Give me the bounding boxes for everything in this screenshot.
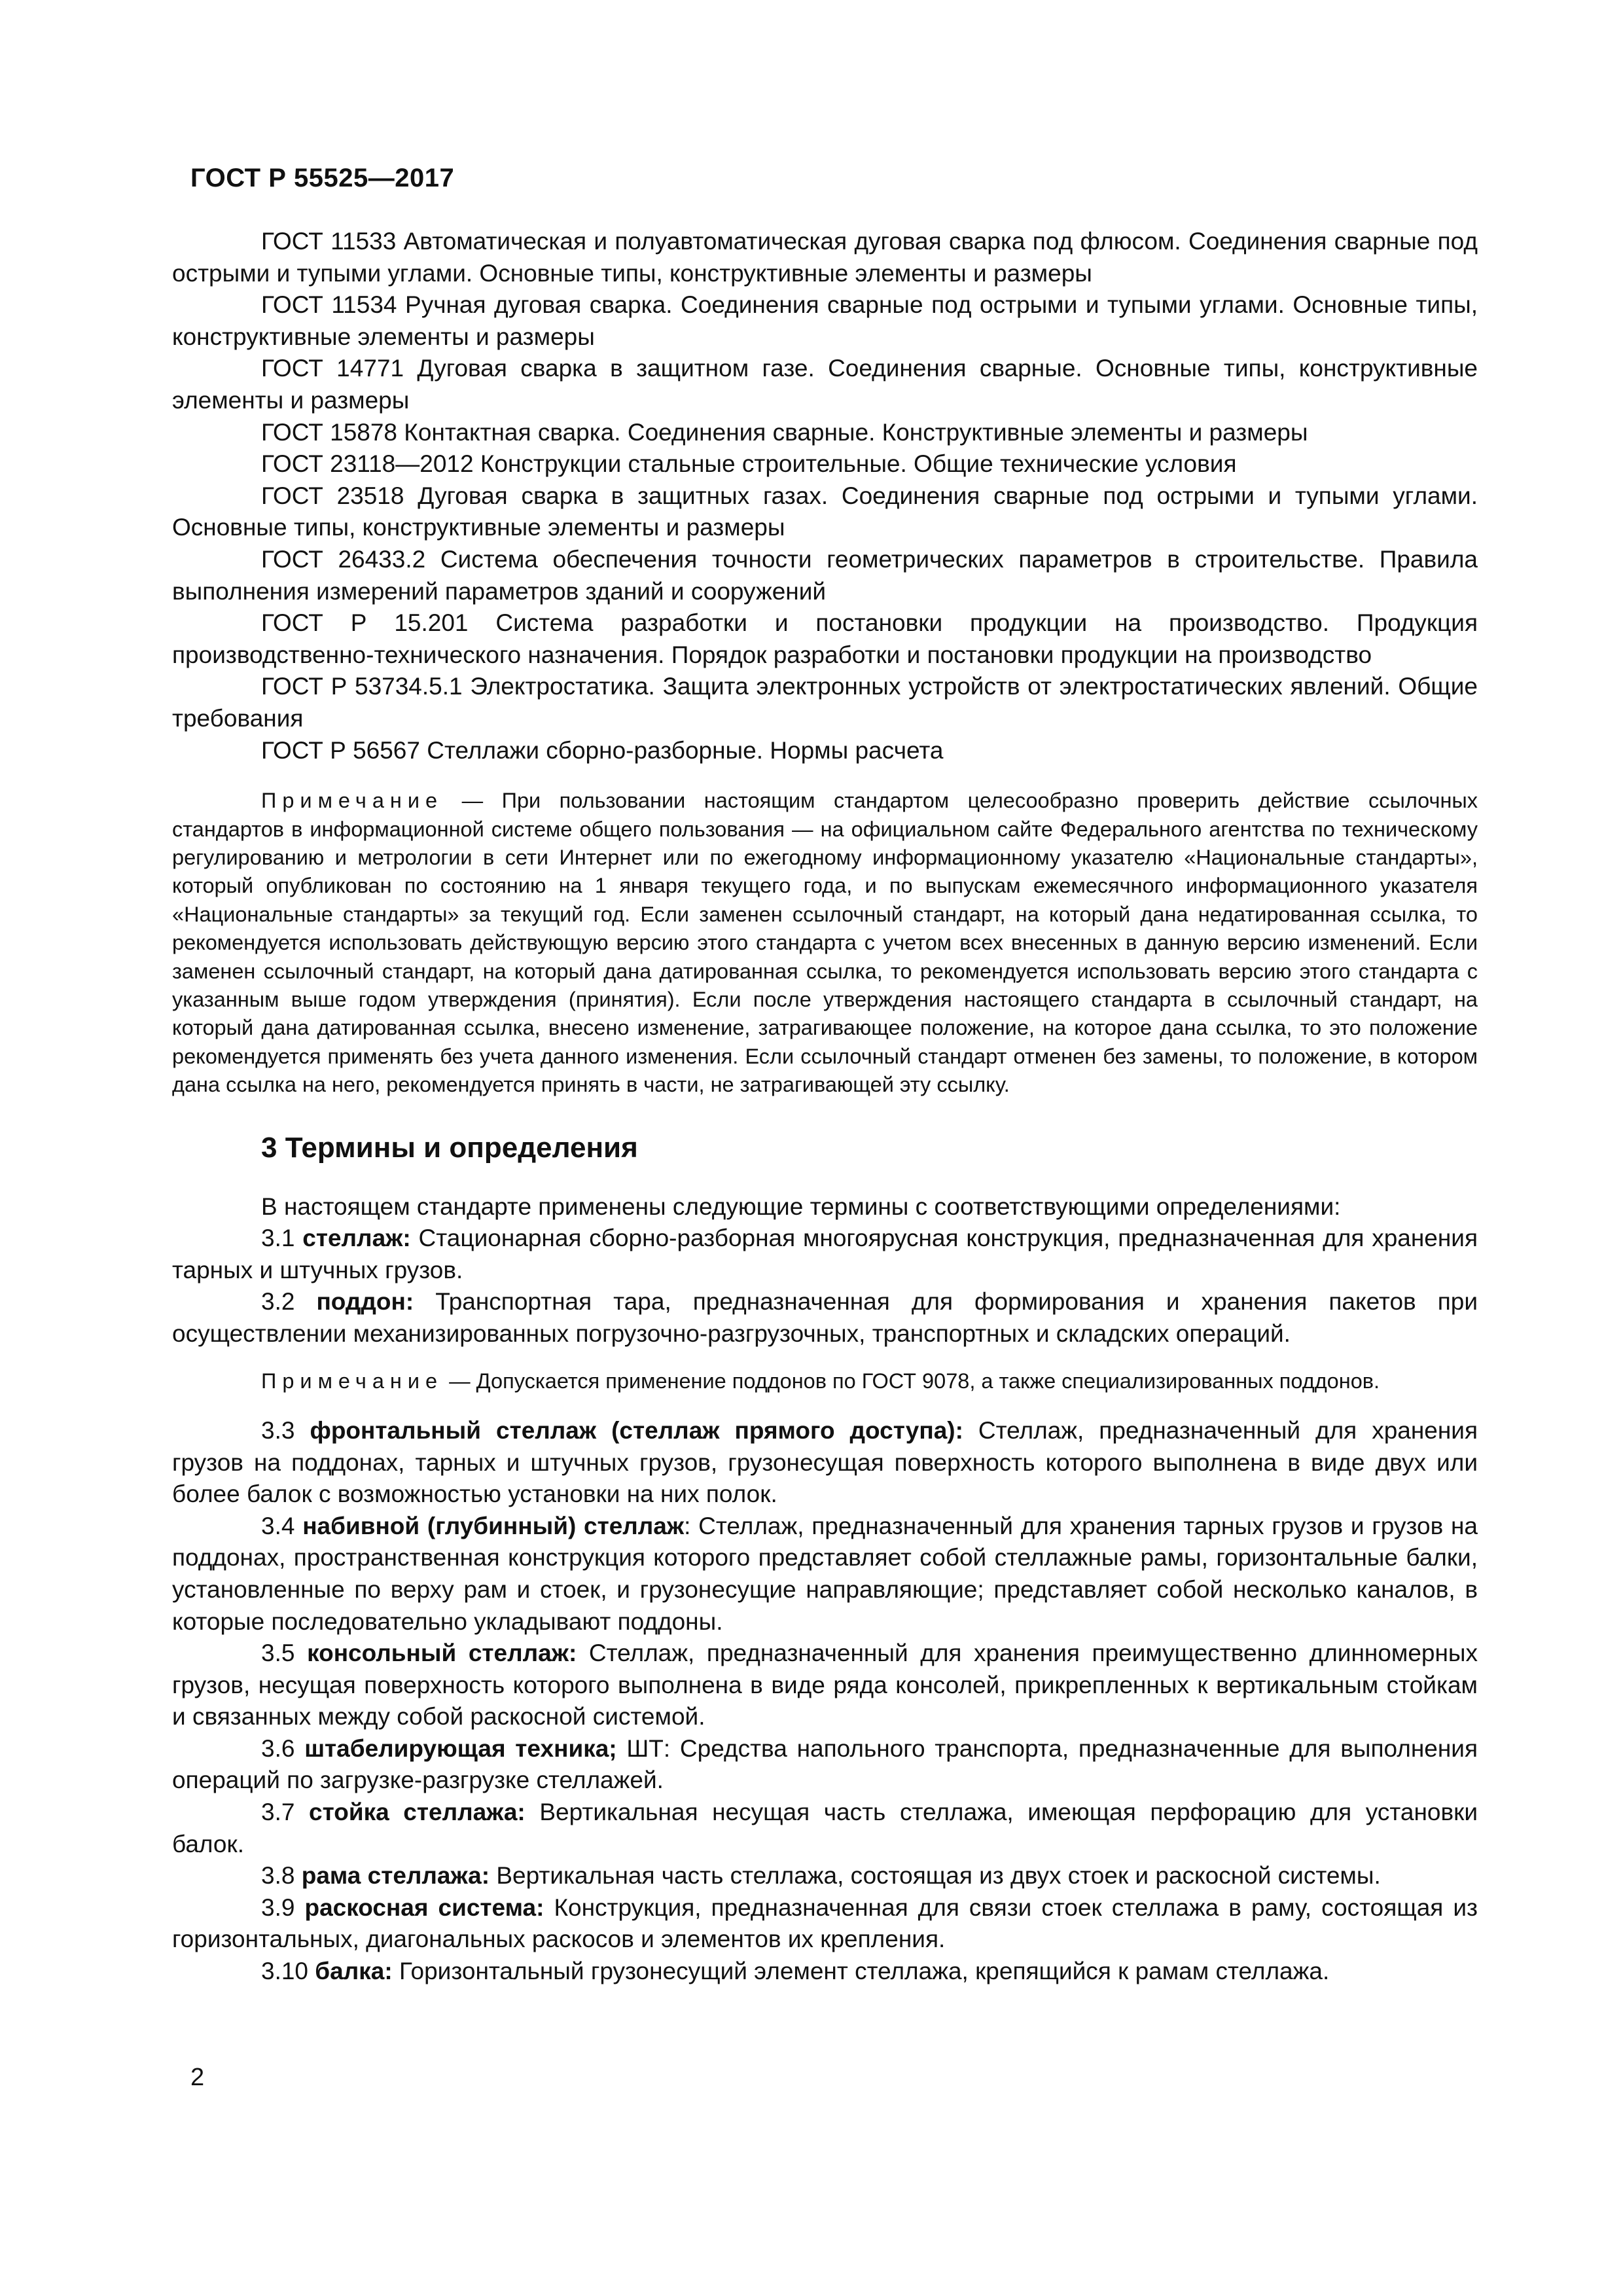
term-number: 3.5: [261, 1640, 295, 1667]
note-label: Примечание: [261, 789, 444, 813]
reference-item: ГОСТ 26433.2 Система обеспечения точности геометрических параметров в строительстве. Правила выполнения измерений параметров зданий и сооружений: [172, 545, 1478, 605]
reference-item: ГОСТ 14771 Дуговая сварка в защитном газе. Соединения сварные. Основные типы, конструктивные элементы и размеры: [172, 355, 1478, 414]
term-definition: Транспортная тара, предназначенная для формирования и хранения пакетов при осуществлении механизированных погрузочно-разгрузочных, транспортных и складских операций.: [172, 1288, 1478, 1347]
term-number: 3.4: [261, 1512, 295, 1539]
term-item: [172, 1286, 1478, 1350]
term-definition: Стеллаж, предназначенный для хранения преимущественно длинномерных грузов, несущая поверхность которого выполнена в виде ряда консолей, прикрепленных к вертикальным стойкам и связанных между собой раскосной системой.: [172, 1640, 1478, 1731]
reference-item: ГОСТ 11534 Ручная дуговая сварка. Соединения сварные под острыми и тупыми углами. Основные типы, конструктивные элементы и размеры: [172, 291, 1478, 350]
reference-item: ГОСТ Р 15.201 Система разработки и постановки продукции на производство. Продукция производственно-технического назначения. Порядок разработки и постановки продукции на производство: [172, 609, 1478, 668]
reference-item: ГОСТ 11533 Автоматическая и полуавтоматическая дуговая сварка под флюсом. Соединения сварные под острыми и тупыми углами. Основные типы, конструктивные элементы и размеры: [172, 228, 1478, 287]
term-item: [172, 1223, 1478, 1286]
term-number: 3.10: [261, 1958, 309, 1985]
reference-item: ГОСТ 15878 Контактная сварка. Соединения сварные. Конструктивные элементы и размеры: [261, 418, 1308, 446]
term-item: [172, 1638, 1478, 1733]
note-text: — Допускается применение поддонов по ГОСТ 9078, а также специализированных поддонов.: [449, 1369, 1380, 1393]
term-name: набивной (глубинный) стеллаж: [302, 1512, 685, 1539]
term-name: рама стеллажа:: [301, 1862, 490, 1890]
term-name: стойка стеллажа:: [309, 1799, 526, 1826]
references-note: [172, 787, 1478, 1099]
note-text: — При пользовании настоящим стандартом целесообразно проверить действие ссылочных стандартов в информационной системе общего пользования — на официальном сайте Федерального агентства по техническому регулированию и метрологии в сети Интернет или по ежегодному информационному указателю «Национальные стандарты», который опубликован по состоянию на 1 января текущего года, и по выпускам ежемесячного информационного указателя «Национальные стандарты» за текущий год. Если заменен ссылочный стандарт, на который дана недатированная ссылка, то рекомендуется использовать действующую версию этого стандарта с учетом всех внесенных в данную версию изменений. Если заменен ссылочный стандарт, на который дана датированная ссылка, то рекомендуется использовать версию этого стандарта с указанным выше годом утверждения (принятия). Если после утверждения настоящего стандарта в ссылочный стандарт, на который дана датированная ссылка, внесено изменение, затрагивающее положение, на которое дана ссылка, то это положение рекомендуется применять без учета данного изменения. Если ссылочный стандарт отменен без замены, то положение, в котором дана ссылка на него, рекомендуется принять в части, не затрагивающей эту ссылку.: [172, 789, 1478, 1097]
term-number: 3.1: [261, 1225, 295, 1252]
term-definition: : Стеллаж, предназначенный для хранения тарных грузов и грузов на поддонах, пространственная конструкция которого представляет собой стеллажные рамы, горизонтальные балки, установленные по верху рам и стоек, и грузонесущие направляющие; представляет собой несколько каналов, в которые последовательно укладывают поддоны.: [172, 1512, 1478, 1635]
term-item: [172, 1860, 1478, 1892]
term-definition: Вертикальная часть стеллажа, состоящая из двух стоек и раскосной системы.: [496, 1862, 1381, 1890]
term-definition: Стеллаж, предназначенный для хранения грузов на поддонах, тарных и штучных грузов, грузонесущая поверхность которого выполнена в виде двух или более балок с возможностью установки на них полок.: [172, 1416, 1478, 1508]
term-item: [172, 1892, 1478, 1956]
term-number: 3.8: [261, 1862, 295, 1890]
term-name: раскосная система:: [304, 1893, 544, 1921]
document-header: ГОСТ Р 55525—2017: [190, 164, 455, 192]
term-name: балка:: [315, 1958, 393, 1985]
term-number: 3.3: [261, 1416, 295, 1444]
term-number: 3.9: [261, 1893, 295, 1921]
term-definition: ШТ: Средства напольного транспорта, предназначенные для выполнения операций по загрузке-разгрузке стеллажей.: [172, 1734, 1478, 1794]
section-intro: В настоящем стандарте применены следующие термины с соответствующими определениями:: [261, 1193, 1341, 1220]
reference-item: ГОСТ 23518 Дуговая сварка в защитных газах. Соединения сварные под острыми и тупыми углами. Основные типы, конструктивные элементы и размеры: [172, 482, 1478, 541]
term-item: [172, 1797, 1478, 1860]
term-item: [172, 1733, 1478, 1797]
reference-item: ГОСТ Р 53734.5.1 Электростатика. Защита электронных устройств от электростатических явлений. Общие требования: [172, 673, 1478, 732]
reference-item: ГОСТ Р 56567 Стеллажи сборно-разборные. Нормы расчета: [261, 736, 944, 764]
normative-references-list: [172, 226, 1478, 766]
term-definition: Горизонтальный грузонесущий элемент стеллажа, крепящийся к рамам стеллажа.: [399, 1958, 1330, 1985]
term-name: консольный стеллаж:: [307, 1640, 577, 1667]
term-definition: Стационарная сборно-разборная многоярусная конструкция, предназначенная для хранения тарных и штучных грузов.: [172, 1225, 1478, 1283]
term-item: [172, 1956, 1478, 1988]
term-name: фронтальный стеллаж (стеллаж прямого доступа):: [310, 1416, 963, 1444]
section-heading: 3 Термины и определения: [261, 1131, 638, 1164]
term-name: штабелирующая техника;: [304, 1734, 617, 1762]
term-item: [172, 1415, 1478, 1511]
term-number: 3.7: [261, 1799, 295, 1826]
page-number: 2: [190, 2064, 205, 2091]
terms-list: [172, 1191, 1478, 1350]
pallet-note: [172, 1367, 1478, 1395]
term-name: поддон:: [316, 1288, 414, 1316]
term-name: стеллаж:: [302, 1225, 411, 1252]
note-label: Примечание: [261, 1369, 444, 1393]
term-item: [172, 1511, 1478, 1638]
term-definition: Конструкция, предназначенная для связи стоек стеллажа в раму, состоящая из горизонтальных, диагональных раскосов и элементов их крепления.: [172, 1893, 1478, 1953]
term-number: 3.6: [261, 1734, 295, 1762]
reference-item: ГОСТ 23118—2012 Конструкции стальные строительные. Общие технические условия: [261, 450, 1237, 478]
term-number: 3.2: [261, 1288, 295, 1316]
term-definition: Вертикальная несущая часть стеллажа, имеющая перфорацию для установки балок.: [172, 1799, 1478, 1857]
terms-list-continued: [172, 1415, 1478, 1988]
document-body: [172, 226, 1478, 1988]
